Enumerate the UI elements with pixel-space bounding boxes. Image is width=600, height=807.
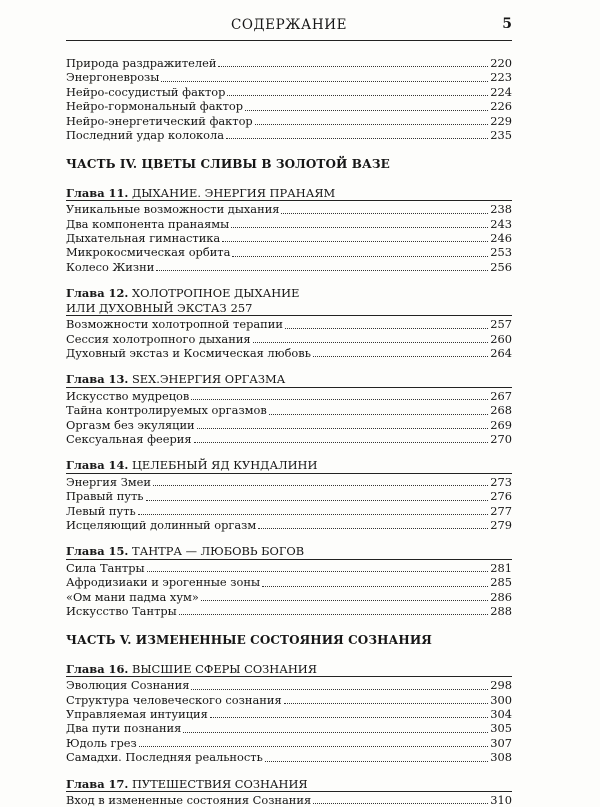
dot-leader: [153, 484, 488, 486]
dot-leader: [313, 355, 488, 357]
part-heading: ЧАСТЬ V. ИЗМЕНЕННЫЕ СОСТОЯНИЯ СОЗНАНИЯ: [66, 633, 432, 648]
toc-entry[interactable]: [66, 231, 512, 245]
toc-entry[interactable]: [66, 389, 512, 403]
toc-entry-page: 281: [490, 560, 512, 575]
toc-entry-title: Духовный экстаз и Космическая любовь: [66, 345, 311, 360]
toc-entry[interactable]: [66, 260, 512, 274]
toc-entry-page: 286: [490, 589, 512, 604]
dot-leader: [255, 123, 489, 125]
chapter-page: 257: [230, 300, 253, 315]
toc-entry-title: Эволюция Сознания: [66, 678, 190, 693]
toc-entry[interactable]: [66, 99, 512, 113]
toc-entry-title: Левый путь: [66, 503, 136, 518]
running-head-title: СОДЕРЖАНИЕ: [230, 17, 348, 33]
chapter-title-text: [66, 301, 227, 315]
toc-entry-page: 300: [490, 692, 512, 707]
chapter-label: Глава 15.: [66, 544, 129, 559]
toc-entry-page: 256: [490, 259, 512, 274]
chapter-title-part: ЦЕЛЕБНЫЙ ЯД КУНДАЛИНИ: [131, 458, 318, 473]
toc-entry-title: Нейро-сосудистый фактор: [66, 84, 226, 99]
toc-entry-title: Сексуальная феерия: [66, 431, 192, 446]
toc-entry-title: Самадхи. Последняя реальность: [66, 750, 263, 765]
toc-entry[interactable]: [66, 678, 512, 692]
toc-entry[interactable]: [66, 736, 512, 750]
toc-entry[interactable]: [66, 504, 512, 518]
chapter-heading: [66, 286, 512, 316]
toc-entry-page: 246: [490, 231, 512, 246]
toc-entry-title: Юдоль грез: [66, 735, 137, 750]
toc-entry[interactable]: [66, 721, 512, 735]
chapter-title-line: [66, 458, 512, 473]
toc-entry-title: Дыхательная гимнастика: [66, 231, 221, 246]
toc-entry-page: 277: [490, 503, 512, 518]
toc-entry-title: Нейро-гормональный фактор: [66, 99, 244, 114]
chapter-label: Глава 12.: [66, 286, 129, 301]
toc-entry-page: 279: [490, 517, 512, 532]
dot-leader: [253, 341, 489, 343]
chapter-title-part: ХОЛОТРОПНОЕ ДЫХАНИЕ: [131, 286, 300, 301]
toc-entry-title: Исцеляющий долинный оргазм: [66, 517, 257, 532]
part-heading: ЧАСТЬ IV. ЦВЕТЫ СЛИВЫ В ЗОЛОТОЙ ВАЗЕ: [66, 157, 390, 172]
chapter-heading: [66, 544, 512, 559]
toc-entry-title: Уникальные возможности дыхания: [66, 202, 280, 217]
toc-entry-title: Искусство мудрецов: [66, 388, 190, 403]
dot-leader: [183, 731, 488, 733]
chapter-heading: [66, 777, 512, 792]
dot-leader: [194, 441, 489, 443]
dot-leader: [313, 802, 488, 804]
toc-entry[interactable]: [66, 489, 512, 503]
chapter-heading: [66, 662, 512, 677]
chapter-title-line: [66, 777, 512, 792]
chapter-title-line: [66, 544, 512, 559]
dot-leader: [156, 269, 488, 271]
dot-leader: [146, 499, 489, 501]
dot-leader: [262, 585, 488, 587]
toc-entry-page: 305: [490, 721, 512, 736]
toc-entry-page: 288: [490, 604, 512, 618]
toc-entry-title: Колесо Жизни: [66, 259, 155, 274]
toc-entry-page: 298: [490, 678, 512, 693]
toc-entry-page: 235: [490, 128, 512, 143]
table-of-contents: [66, 56, 512, 807]
toc-entry[interactable]: [66, 750, 512, 764]
toc-entry-page: 285: [490, 575, 512, 590]
toc-entry[interactable]: [66, 604, 512, 618]
chapter-title-part: ТАНТРА — ЛЮБОВЬ БОГОВ: [131, 544, 305, 559]
toc-entry-page: 307: [490, 735, 512, 750]
chapter-heading: [66, 186, 512, 201]
chapter-title-line: [66, 186, 512, 201]
toc-entry-title: Нейро-энергетический фактор: [66, 113, 253, 128]
toc-entry-page: 270: [490, 431, 512, 446]
toc-entry-page: 308: [490, 750, 512, 765]
dot-leader: [218, 65, 488, 67]
chapter-label: Глава 11.: [66, 185, 129, 200]
toc-entry[interactable]: [66, 693, 512, 707]
toc-entry-page: 260: [490, 331, 512, 346]
dot-leader: [232, 255, 488, 257]
toc-entry-title: Управляемая интуиция: [66, 707, 208, 722]
chapter-title-line: [66, 286, 512, 300]
toc-entry[interactable]: [66, 418, 512, 432]
dot-leader: [161, 80, 488, 82]
toc-entry-title: Энергоневрозы: [66, 70, 160, 85]
dot-leader: [231, 226, 488, 228]
toc-entry-page: 276: [490, 489, 512, 504]
toc-entry-page: 257: [490, 317, 512, 332]
toc-entry[interactable]: [66, 202, 512, 216]
dot-leader: [281, 212, 488, 214]
toc-entry[interactable]: [66, 245, 512, 259]
toc-entry-page: 264: [490, 345, 512, 360]
toc-entry-page: 310: [490, 793, 512, 807]
chapter-label: Глава 13.: [66, 372, 129, 387]
dot-leader: [269, 413, 488, 415]
dot-leader: [284, 702, 489, 704]
dot-leader: [138, 513, 489, 515]
chapter-label: Глава 14.: [66, 458, 129, 473]
toc-entry-page: 269: [490, 417, 512, 432]
toc-entry[interactable]: [66, 217, 512, 231]
chapter-title-part: SEX.ЭНЕРГИЯ ОРГАЗМА: [131, 372, 286, 387]
chapter-title-part: ДЫХАНИЕ. ЭНЕРГИЯ ПРАНАЯМ: [131, 185, 336, 200]
toc-entry[interactable]: [66, 518, 512, 532]
chapter-title-part: ПУТЕШЕСТВИЯ СОЗНАНИЯ: [131, 776, 308, 791]
toc-entry[interactable]: [66, 475, 512, 489]
toc-entry-page: 267: [490, 388, 512, 403]
chapter-title-line: [66, 662, 512, 677]
toc-entry-title: Сила Тантры: [66, 560, 145, 575]
toc-entry-title: Природа раздражителей: [66, 56, 217, 70]
dot-leader: [245, 109, 488, 111]
toc-entry[interactable]: [66, 561, 512, 575]
running-head: [66, 14, 512, 41]
chapter-label: Глава 16.: [66, 661, 129, 676]
toc-entry-title: Оргазм без экуляции: [66, 417, 195, 432]
toc-entry-page: 223: [490, 70, 512, 85]
toc-entry-page: 273: [490, 474, 512, 489]
toc-entry-page: 238: [490, 202, 512, 217]
chapter-label: Глава 17.: [66, 776, 129, 791]
toc-entry[interactable]: [66, 114, 512, 128]
toc-entry-title: Вход в измененные состояния Сознания: [66, 793, 312, 807]
toc-entry[interactable]: [66, 793, 512, 807]
toc-entry-title: Последний удар колокола: [66, 128, 225, 143]
toc-entry[interactable]: [66, 707, 512, 721]
toc-entry-page: 243: [490, 216, 512, 231]
dot-leader: [147, 570, 489, 572]
chapter-title-part: ВЫСШИЕ СФЕРЫ СОЗНАНИЯ: [131, 661, 317, 676]
toc-entry-title: Энергия Змеи: [66, 474, 151, 489]
toc-entry-title: Два пути познания: [66, 721, 182, 736]
toc-entry-page: 253: [490, 245, 512, 260]
toc-entry-page: 224: [490, 84, 512, 99]
toc-entry-title: Афродизиаки и эрогенные зоны: [66, 575, 261, 590]
dot-leader: [179, 613, 489, 615]
toc-entry[interactable]: [66, 317, 512, 331]
toc-entry[interactable]: [66, 70, 512, 84]
toc-entry[interactable]: [66, 403, 512, 417]
dot-leader: [222, 240, 488, 242]
dot-leader: [258, 527, 488, 529]
toc-entry-title: «Ом мани падма хум»: [66, 589, 199, 604]
toc-entry-title: Два компонента пранаямы: [66, 216, 230, 231]
toc-entry[interactable]: [66, 432, 512, 446]
dot-leader: [191, 398, 488, 400]
chapter-title-part: ИЛИ ДУХОВНЫЙ ЭКСТАЗ: [66, 300, 227, 315]
toc-entry-title: Тайна контролируемых оргазмов: [66, 403, 267, 418]
toc-entry-page: 226: [490, 99, 512, 114]
toc-entry[interactable]: [66, 332, 512, 346]
toc-entry[interactable]: [66, 575, 512, 589]
toc-entry[interactable]: [66, 56, 512, 70]
dot-leader: [227, 94, 488, 96]
toc-entry-page: 229: [490, 113, 512, 128]
dot-leader: [191, 688, 488, 690]
toc-entry-title: Искусство Тантры: [66, 604, 177, 618]
toc-entry[interactable]: [66, 85, 512, 99]
chapter-heading: [66, 458, 512, 473]
toc-entry-title: Возможности холотропной терапии: [66, 317, 283, 332]
dot-leader: [265, 760, 488, 762]
toc-entry-title: Структура человеческого сознания: [66, 692, 282, 707]
dot-leader: [197, 427, 489, 429]
dot-leader: [139, 745, 489, 747]
toc-entry[interactable]: [66, 128, 512, 142]
dot-leader: [201, 599, 488, 601]
toc-entry-page: 268: [490, 403, 512, 418]
dot-leader: [285, 327, 488, 329]
dot-leader: [210, 716, 488, 718]
toc-entry[interactable]: [66, 590, 512, 604]
chapter-title-line[interactable]: [66, 301, 512, 316]
toc-entry-page: 220: [490, 56, 512, 70]
toc-entry-page: 304: [490, 707, 512, 722]
toc-entry-title: Правый путь: [66, 489, 144, 504]
chapter-title-line: [66, 372, 512, 387]
chapter-heading: [66, 372, 512, 387]
page-number: 5: [502, 16, 512, 32]
toc-entry-title: Микрокосмическая орбита: [66, 245, 231, 260]
dot-leader: [226, 137, 488, 139]
toc-entry-title: Сессия холотропного дыхания: [66, 331, 251, 346]
toc-entry[interactable]: [66, 346, 512, 360]
